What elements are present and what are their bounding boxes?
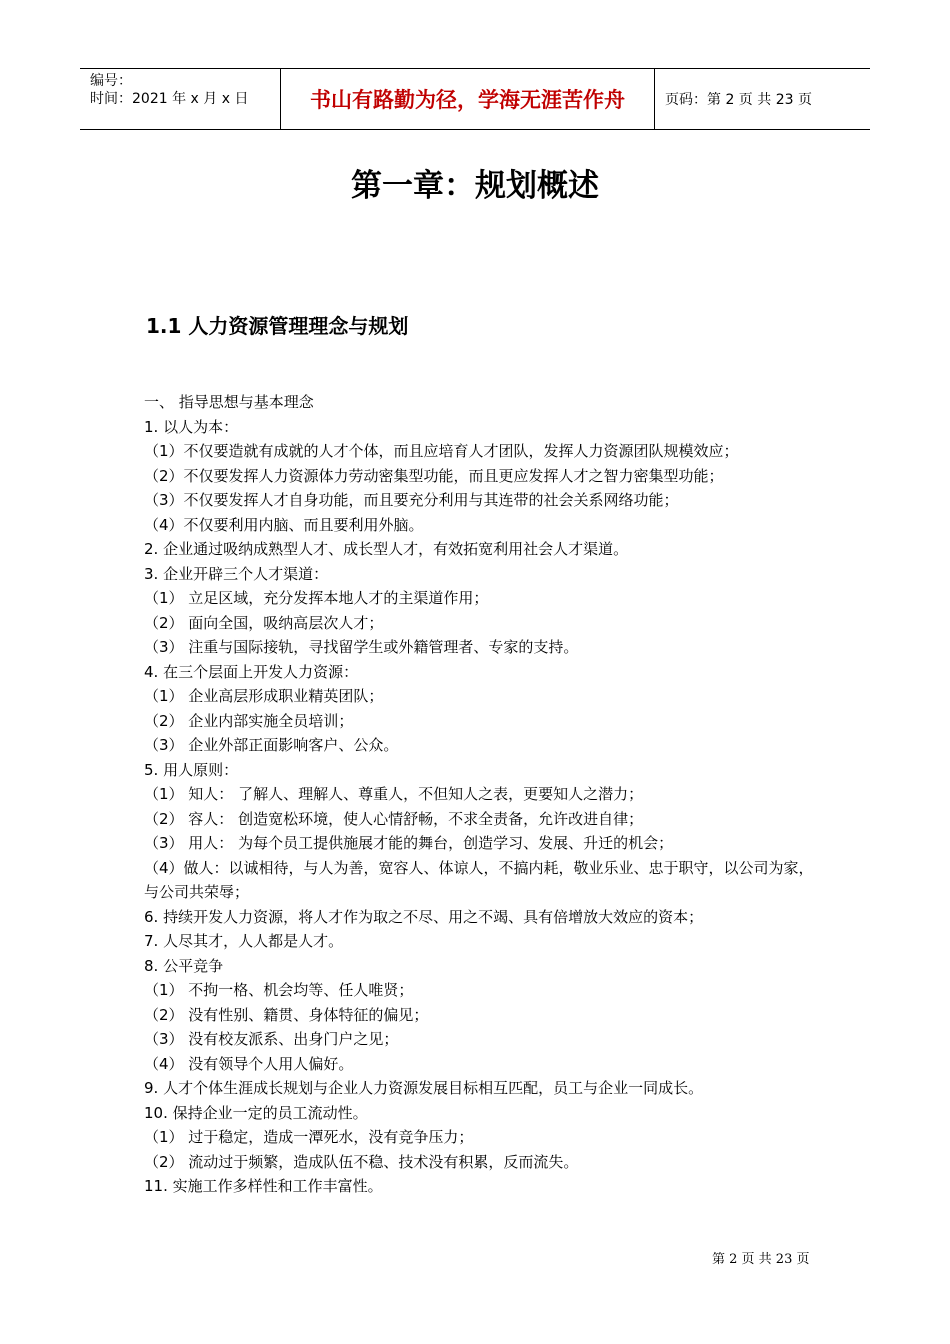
- list-item: （1） 不拘一格、机会均等、任人唯贤；: [144, 981, 414, 999]
- list-item: （4） 没有领导个人用人偏好。: [144, 1054, 354, 1073]
- header-page-info: 页码：第 2 页 共 23 页: [665, 92, 812, 108]
- list-item: （1） 企业高层形成职业精英团队；: [144, 687, 384, 705]
- body-content: [144, 390, 814, 1199]
- list-item: （2） 容人： 创造宽松环境，使人心情舒畅，不求全责备，允许改进自律；: [144, 809, 644, 828]
- list-item: 9. 人才个体生涯成长规划与企业人力资源发展目标相互匹配，员工与企业一同成长。: [144, 1079, 704, 1097]
- list-item: （3） 注重与国际接轨，寻找留学生或外籍管理者、专家的支持。: [144, 638, 579, 656]
- list-item: 1. 以人为本：: [144, 417, 239, 436]
- section-title: 1.1 人力资源管理理念与规划: [146, 314, 409, 338]
- document-number-label: 编号：: [90, 73, 132, 89]
- list-item: （3）不仅要发挥人才自身功能，而且要充分利用与其连带的社会关系网络功能；: [144, 491, 679, 509]
- list-item: （4）不仅要利用内脑、而且要利用外脑。: [144, 515, 424, 534]
- list-item: （2） 流动过于频繁，造成队伍不稳、技术没有积累，反而流失。: [144, 1152, 579, 1171]
- list-item: 3. 企业开辟三个人才渠道：: [144, 564, 329, 583]
- list-item: （3） 企业外部正面影响客户、公众。: [144, 736, 399, 754]
- page-header: [80, 68, 870, 130]
- list-item: （2） 企业内部实施全员培训；: [144, 711, 354, 730]
- list-item: （1） 知人： 了解人、理解人、尊重人，不但知人之表，更要知人之潜力；: [144, 785, 644, 803]
- list-item: （1）不仅要造就有成就的人才个体，而且应培育人才团队，发挥人力资源团队规模效应；: [144, 442, 739, 460]
- list-item: 10. 保持企业一定的员工流动性。: [144, 1103, 368, 1122]
- list-item: 11. 实施工作多样性和工作丰富性。: [144, 1177, 383, 1195]
- page-footer: 第 2 页 共 23 页: [712, 1252, 810, 1267]
- list-item: （4）做人：以诚相待，与人为善，宽容人、体谅人，不搞内耗，敬业乐业、忠于职守，以公司为家，与公司共荣辱；: [144, 858, 814, 901]
- header-meta: [80, 69, 281, 129]
- header-motto: 书山有路勤为径，学海无涯苦作舟: [281, 69, 655, 129]
- list-item: 6. 持续开发人力资源，将人才作为取之不尽、用之不竭、具有倍增放大效应的资本；: [144, 907, 704, 926]
- list-item: （2）不仅要发挥人力资源体力劳动密集型功能，而且更应发挥人才之智力密集型功能；: [144, 466, 724, 485]
- heading-guiding-thought: 一、 指导思想与基本理念: [144, 393, 314, 411]
- list-item: （1） 立足区域，充分发挥本地人才的主渠道作用；: [144, 589, 489, 607]
- list-item: 7. 人尽其才，人人都是人才。: [144, 932, 344, 950]
- chapter-title: 第一章：规划概述: [351, 168, 599, 204]
- list-item: （3） 用人： 为每个员工提供施展才能的舞台，创造学习、发展、升迁的机会；: [144, 834, 674, 852]
- list-item: （3） 没有校友派系、出身门户之见；: [144, 1030, 399, 1048]
- list-item: （1） 过于稳定，造成一潭死水，没有竞争压力；: [144, 1128, 474, 1146]
- list-item: 5. 用人原则：: [144, 760, 239, 779]
- list-item: 4. 在三个层面上开发人力资源：: [144, 662, 359, 681]
- list-item: 2. 企业通过吸纳成熟型人才、成长型人才，有效拓宽利用社会人才渠道。: [144, 540, 629, 558]
- list-item: （2） 面向全国，吸纳高层次人才；: [144, 613, 384, 632]
- document-time-label: 时间：2021 年 x 月 x 日: [90, 91, 249, 107]
- list-item: 8. 公平竞争: [144, 956, 224, 975]
- list-item: （2） 没有性别、籍贯、身体特征的偏见；: [144, 1005, 429, 1024]
